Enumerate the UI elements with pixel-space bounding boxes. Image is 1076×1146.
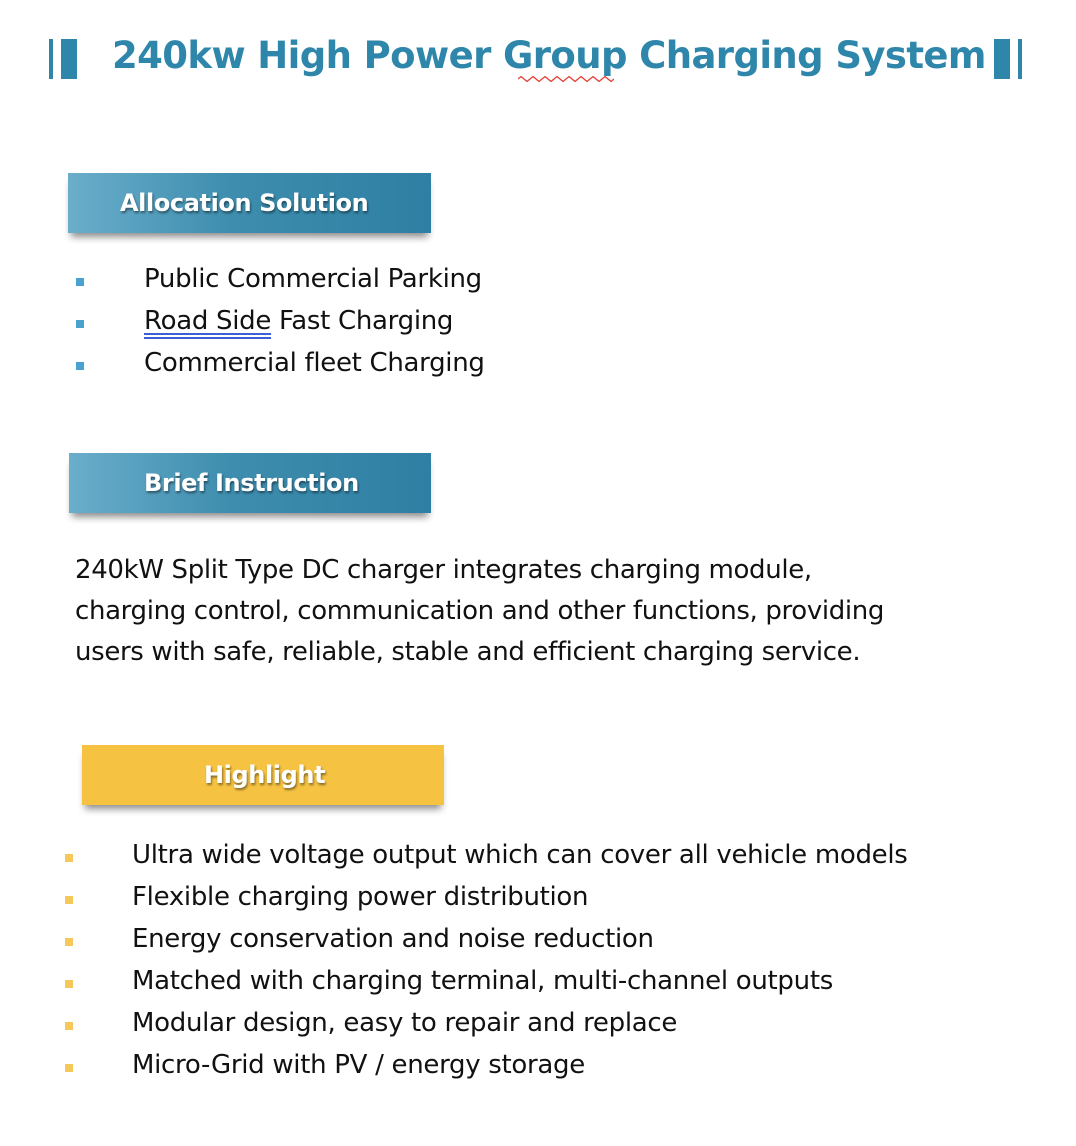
title-right-bars-decoration (994, 39, 1026, 79)
list-item-text: Energy conservation and noise reduction (132, 924, 654, 954)
square-bullet-icon (65, 1064, 73, 1072)
list-item-text: Matched with charging terminal, multi-channel outputs (132, 966, 833, 996)
title-left-bars-decoration (49, 39, 79, 79)
list-item-text: Commercial fleet Charging (144, 348, 485, 378)
list-item (65, 840, 1045, 882)
list-item (65, 882, 1045, 924)
allocation-solution-banner (68, 173, 431, 233)
page-title: 240kw High Power Group Charging System (112, 34, 986, 77)
list-item-text: Road Side Fast Charging (144, 306, 454, 336)
square-bullet-icon (65, 854, 73, 862)
list-item-text: Modular design, easy to repair and replace (132, 1008, 678, 1038)
highlight-list (65, 840, 1045, 1092)
grammar-underlined-text: Road Side (144, 306, 272, 336)
list-item-text: Flexible charging power distribution (132, 882, 589, 912)
allocation-solution-list (76, 264, 776, 390)
allocation-solution-heading: Allocation Solution (120, 189, 369, 217)
list-item (65, 966, 1045, 1008)
square-bullet-icon (65, 980, 73, 988)
paragraph-line: 240kW Split Type DC charger integrates charging module, (75, 555, 812, 585)
square-bullet-icon (76, 320, 84, 328)
brief-instruction-banner (69, 453, 431, 513)
page-header (0, 28, 1076, 88)
list-item (65, 1050, 1045, 1092)
list-item-text: Ultra wide voltage output which can cover all vehicle models (132, 840, 908, 870)
square-bullet-icon (76, 362, 84, 370)
square-bullet-icon (65, 896, 73, 904)
brief-instruction-paragraph (75, 550, 1005, 673)
square-bullet-icon (65, 1022, 73, 1030)
list-item-text: Public Commercial Parking (144, 264, 482, 294)
paragraph-line: charging control, communication and other functions, providing (75, 596, 885, 626)
list-item-text: Micro-Grid with PV / energy storage (132, 1050, 585, 1080)
list-item (76, 348, 776, 390)
paragraph-line: users with safe, reliable, stable and efficient charging service. (75, 637, 861, 667)
square-bullet-icon (76, 278, 84, 286)
highlight-heading: Highlight (204, 761, 326, 789)
square-bullet-icon (65, 938, 73, 946)
highlight-banner (82, 745, 444, 805)
list-item (76, 306, 776, 348)
list-item (76, 264, 776, 306)
spellcheck-squiggle-decoration (518, 76, 614, 82)
brief-instruction-heading: Brief Instruction (144, 469, 359, 497)
list-item (65, 924, 1045, 966)
list-item (65, 1008, 1045, 1050)
